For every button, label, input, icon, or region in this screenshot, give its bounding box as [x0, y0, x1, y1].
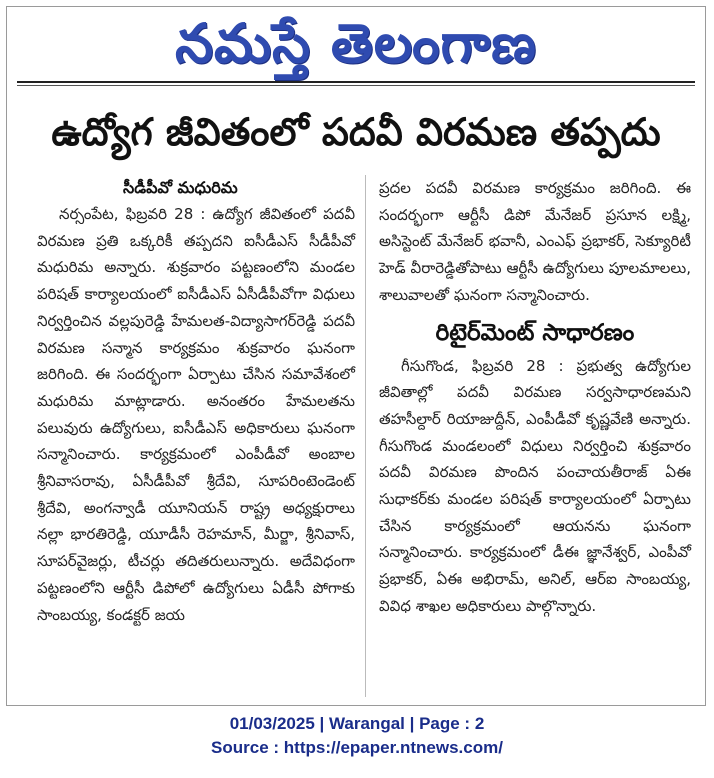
masthead-logo — [7, 9, 705, 79]
footer-source-line: Source : https://epaper.ntnews.com/ — [211, 738, 503, 757]
masthead-rule — [17, 81, 695, 83]
article-headline: ఉద్యోగ జీవితంలో పదవీ విరమణ తప్పదు — [51, 110, 661, 154]
article-subhead: రిటైర్‌మెంట్ సాధారణం — [435, 319, 635, 346]
article-byline: సీడీపీవో మధురిమ — [123, 178, 238, 197]
right-column — [379, 175, 691, 620]
masthead-rule-thin — [17, 85, 695, 86]
masthead-title: నమస్తే తెలంగాణ — [175, 12, 537, 75]
newspaper-clipping — [6, 6, 706, 706]
right-body-text-1: ప్రదల పదవీ విరమణ కార్యక్రమం జరిగింది. ఈ సందర్భంగా ఆర్టీసీ డిపో మేనేజర్ ప్రసూన లక్ష్మి, అసిస్టెంట్ మేనేజర్ భవానీ, ఎంఎఫ్ ప్రభాకర్, సెక్యూరిటీ హెడ్ వీరారెడ్డితోపాటు ఆర్టీసీ ఉద్యోగులు పూలమాలలు, శాలువాలతో ఘనంగా సన్మానించారు. — [379, 179, 691, 304]
column-divider — [365, 175, 366, 697]
right-body-text-2: గీసుగొండ, ఫిబ్రవరి 28 : ప్రభుత్వ ఉద్యోగుల జీవితాల్లో పదవీ విరమణ సర్వసాధారణమని తహసీల్దార్ రియాజుద్దీన్, ఎంపీడీవో కృష్ణవేణి అన్నారు. గీసుగొండ మండలంలో విధులు నిర్వర్తించి శుక్రవారం పదవీ విరమణ పొందిన పంచాయతీరాజ్ ఏఈ సుధాకర్‌కు మండల పరిషత్ కార్యాలయంలో ఏర్పాటు చేసిన కార్యక్రమంలో ఆయనను ఘనంగా సన్మానించారు. కార్యక్రమంలో డీఈ జ్ఞానేశ్వర్, ఎంపీవో ప్రభాకర్, ఏఈ అభిరామ్, అనిల్, ఆర్ఐ సాంబయ్య, వివిధ శాఖల అధికారులు పాల్గొన్నారు. — [379, 356, 691, 615]
footer-date-line: 01/03/2025 | Warangal | Page : 2 — [229, 714, 485, 733]
left-column — [37, 175, 355, 628]
left-body-text: నర్సంపేట, ఫిబ్రవరి 28 : ఉద్యోగ జీవితంలో పదవీ విరమణ ప్రతి ఒక్కరికీ తప్పదని ఐసీడీఎస్ సీడీపీవో మధురిమ అన్నారు. శుక్రవారం పట్టణంలోని మండల పరిషత్ కార్యాలయంలో ఐసీడీఎస్ ఏసీడీపీవోగా విధులు నిర్వర్తించిన వల్లపురెడ్డి హేమలత-విద్యాసాగర్‌రెడ్డి పదవీ విరమణ సన్మాన కార్యక్రమం శుక్రవారం ఘనంగా జరిగింది. ఈ సందర్భంగా ఏర్పాటు చేసిన సమావేశంలో మధురిమ మాట్లాడారు. అనంతరం హేమలతను పలువురు ఉద్యోగులు, ఐసీడీఎస్ అధికారులు ఘనంగా సన్మానించారు. కార్యక్రమంలో ఎంపీడీవో అంబాల శ్రీనివాసరావు, ఏసీడీపీవో శ్రీదేవి, సూపరింటెండెంట్ శ్రీదేవి, అంగన్వాడీ యూనియన్ రాష్ట్ర అధ్యక్షురాలు నల్లా భారతిరెడ్డి, యూడీసీ రెహమాన్, మీర్జా, శ్రీనివాస్, సూపర్‌వైజర్లు, టీచర్లు తదితరులున్నారు. అదేవిధంగా పట్టణంలోని ఆర్టీసీ డిపోలో ఉద్యోగులు ఏడీసీ పోగాకు సాంబయ్య, కండక్టర్ జయ — [37, 205, 355, 624]
